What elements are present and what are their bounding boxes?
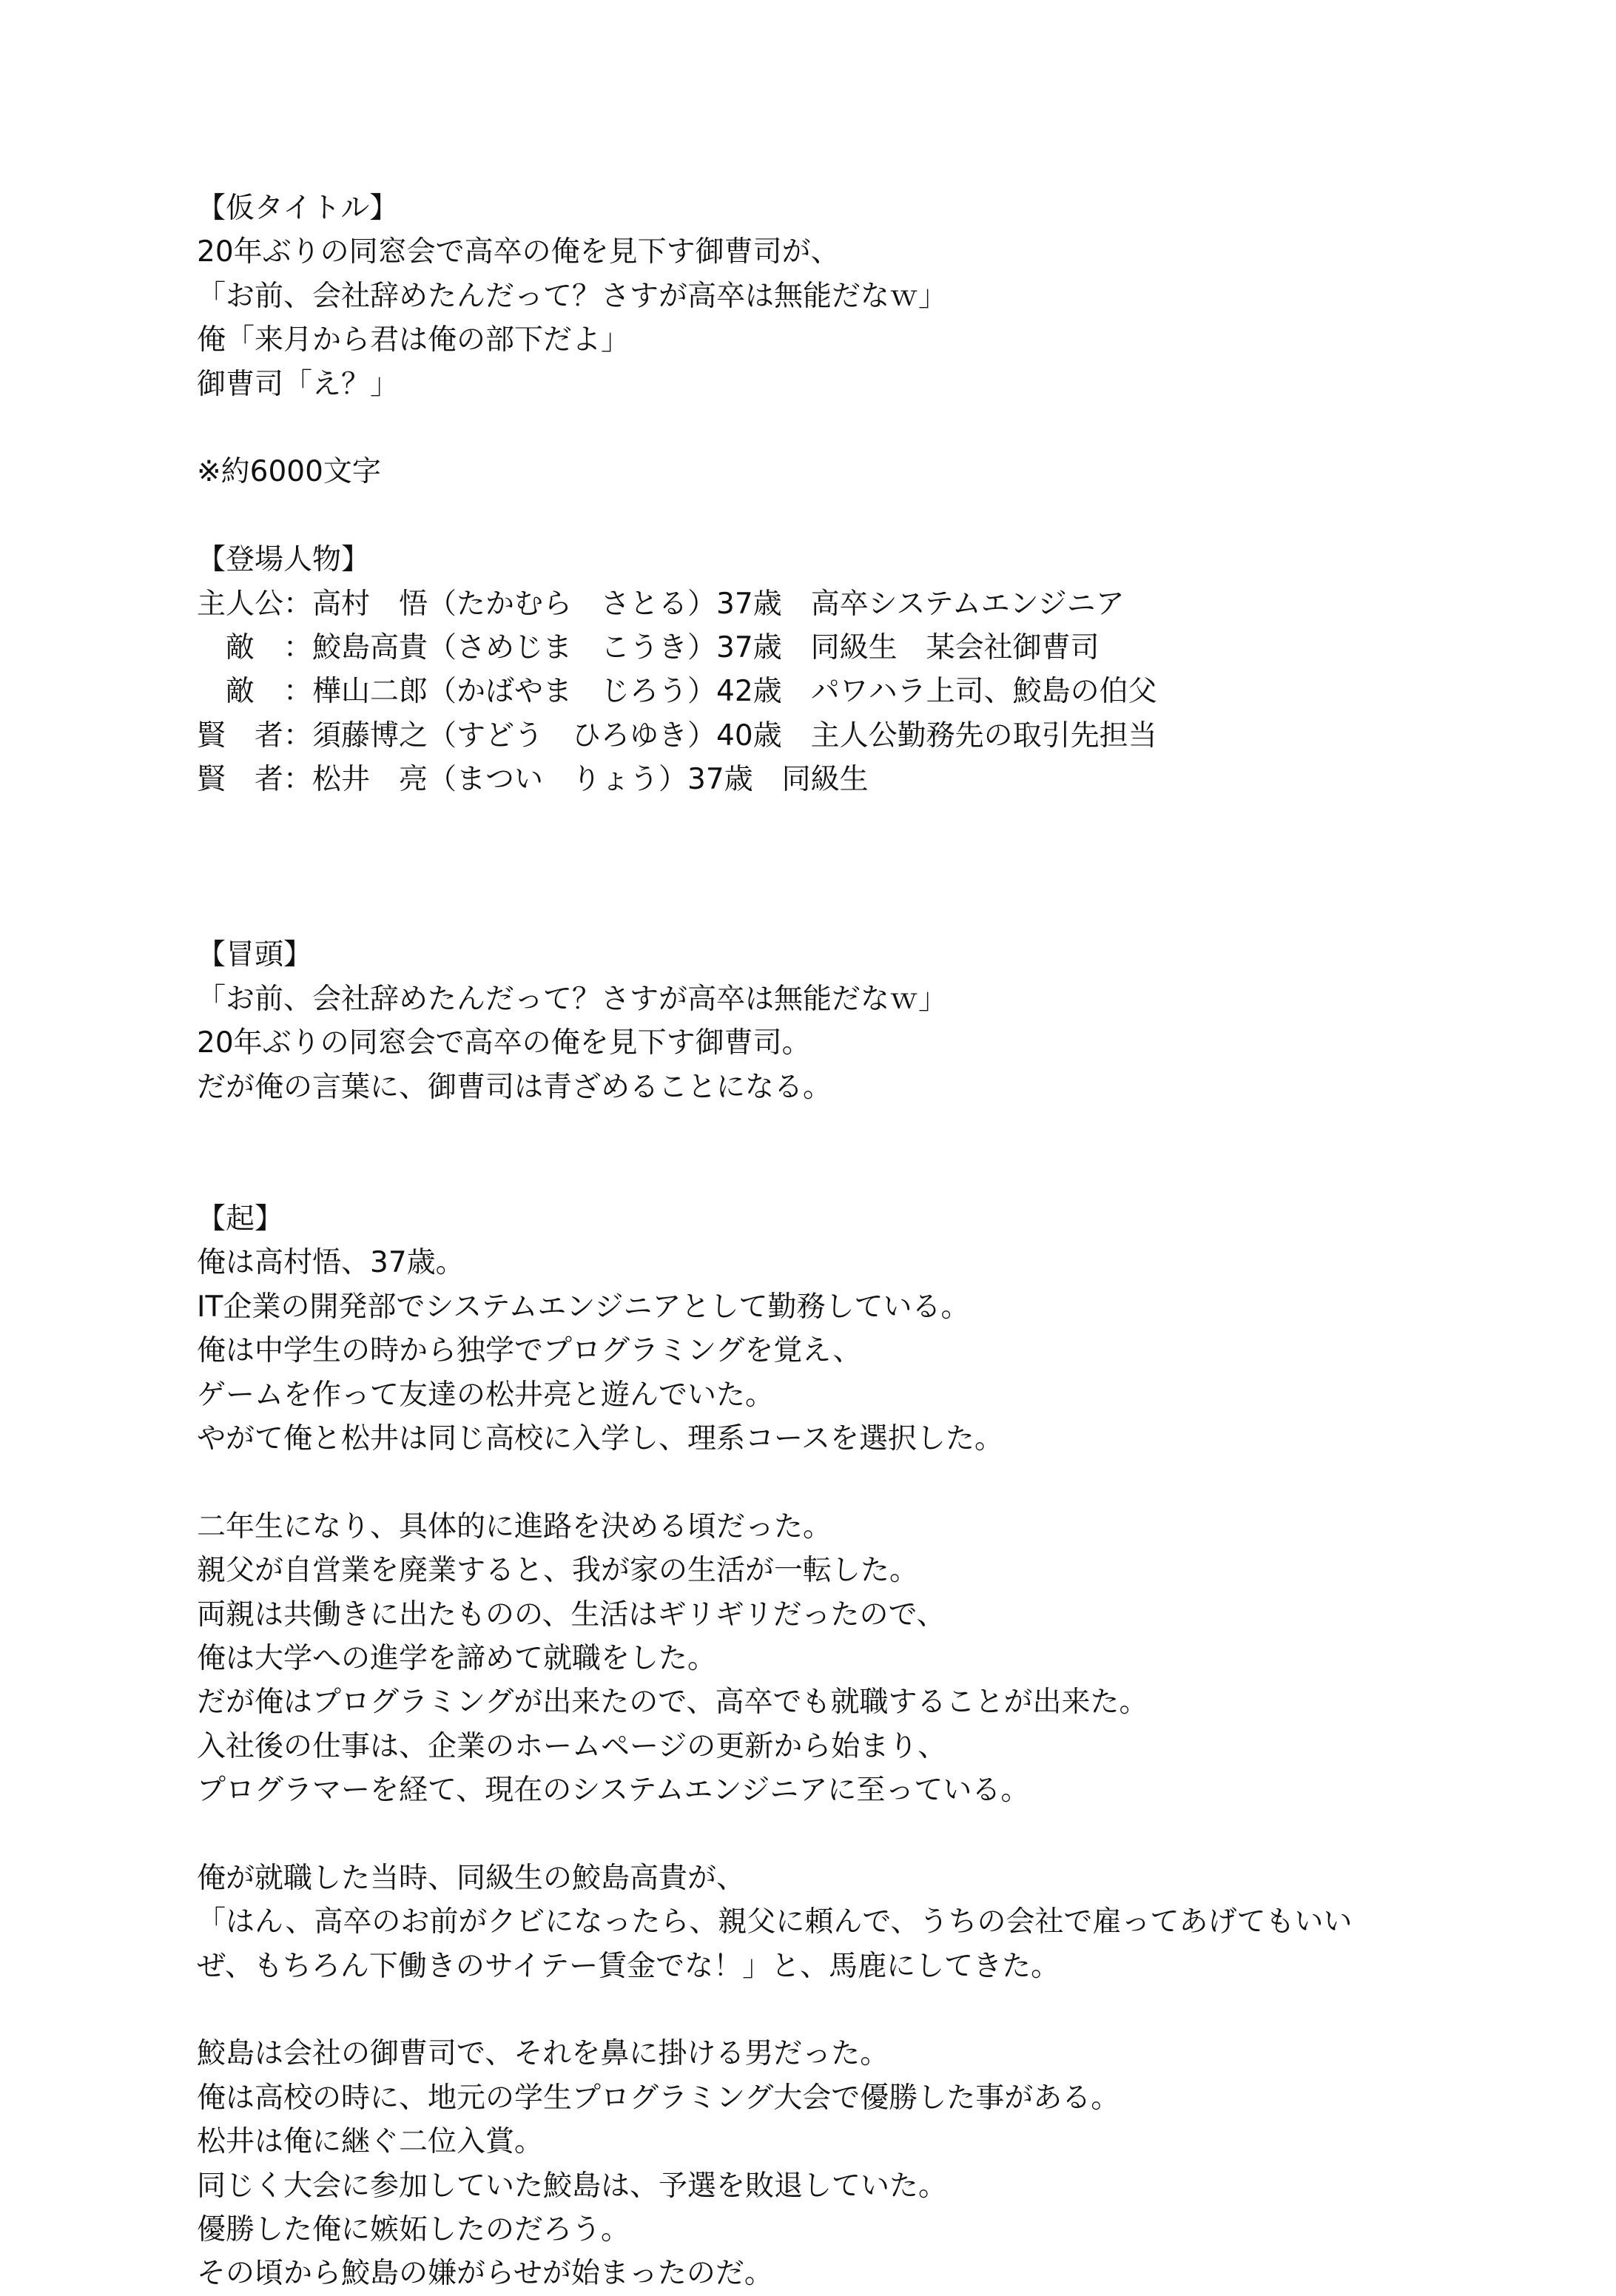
paragraph — [197, 1241, 1455, 1461]
text-line: だが俺の言葉に、御曹司は青ざめることになる。 — [197, 1070, 832, 1104]
paragraph — [197, 1856, 1455, 1988]
document-page — [197, 186, 1455, 2296]
text-line: 俺が就職した当時、同級生の鮫島高貴が、 — [197, 1861, 746, 1895]
text-line: 20年ぶりの同窓会で高卒の俺を見下す御曹司が、 — [197, 235, 840, 269]
text-line: 松井は俺に継ぐ二位入賞。 — [197, 2125, 544, 2159]
text-line: 俺「来月から君は俺の部下だよ」 — [197, 323, 630, 357]
text-line: 親父が自営業を廃業すると、我が家の生活が一転した。 — [197, 1554, 919, 1588]
characters-section — [197, 538, 1455, 801]
text-line: 20年ぶりの同窓会で高卒の俺を見下す御曹司。 — [197, 1026, 811, 1060]
ki-section — [197, 1197, 1455, 2296]
text-line: やがて俺と松井は同じ高校に入学し、理系コースを選択した。 — [197, 1421, 1004, 1455]
text-line: 同じく大会に参加していた鮫島は、予選を敗退していた。 — [197, 2169, 948, 2203]
opening-heading: 【冒頭】 — [197, 938, 313, 972]
text-line: 入社後の仕事は、企業のホームページの更新から始まり、 — [197, 1729, 947, 1763]
character-line: 敵 ：樺山二郎（かばやま じろう）42歳 パワハラ上司、鮫島の伯父 — [197, 675, 1157, 709]
text-line: 俺は中学生の時から独学でプログラミングを覚え、 — [197, 1334, 862, 1368]
text-line: 「お前、会社辞めたんだって？さすが高卒は無能だなｗ」 — [197, 982, 948, 1016]
paragraph — [197, 1505, 1455, 1813]
text-line: 「はん、高卒のお前がクビになったら、親父に頼んで、うちの会社で雇ってあげてもいい — [197, 1905, 1353, 1939]
title-section — [197, 186, 1455, 406]
text-line: 鮫島は会社の御曹司で、それを鼻に掛ける男だった。 — [197, 2037, 889, 2071]
character-line: 敵 ：鮫島高貴（さめじま こうき）37歳 同級生 某会社御曹司 — [197, 630, 1100, 664]
text-line: プログラマーを経て、現在のシステムエンジニアに至っている。 — [197, 1774, 1030, 1808]
text-line: 俺は大学への進学を諦めて就職をした。 — [197, 1641, 717, 1675]
character-line: 賢 者：松井 亮（まつい りょう）37歳 同級生 — [197, 763, 869, 797]
text-line: IT企業の開発部でシステムエンジニアとして勤務している。 — [197, 1290, 970, 1324]
ki-heading: 【起】 — [197, 1202, 284, 1236]
text-line: ゲームを作って友達の松井亮と遊んでいた。 — [197, 1378, 775, 1412]
text-line: 二年生になり、具体的に進路を決める頃だった。 — [197, 1509, 832, 1543]
paragraph — [197, 2032, 1455, 2295]
character-line: 主人公：高村 悟（たかむら さとる）37歳 高卒システムエンジニア — [197, 587, 1125, 621]
characters-heading: 【登場人物】 — [197, 543, 371, 577]
length-note: ※約6000文字 — [197, 455, 381, 489]
text-line: 両親は共働きに出たものの、生活はギリギリだったので、 — [197, 1598, 946, 1632]
text-line: 御曹司「え？」 — [197, 367, 400, 401]
text-line: その頃から鮫島の嫌がらせが始まったのだ。 — [197, 2257, 773, 2291]
character-line: 賢 者：須藤博之（すどう ひろゆき）40歳 主人公勤務先の取引先担当 — [197, 718, 1157, 753]
text-line: ぜ、もちろん下働きのサイテー賃金でな！」と、馬鹿にしてきた。 — [197, 1949, 1060, 1983]
title-heading: 【仮タイトル】 — [197, 192, 399, 225]
text-line: だが俺はプログラミングが出来たので、高卒でも就職することが出来た。 — [197, 1686, 1148, 1720]
text-line: 「お前、会社辞めたんだって？さすが高卒は無能だなｗ」 — [197, 279, 948, 313]
text-line: 俺は高校の時に、地元の学生プログラミング大会で優勝した事がある。 — [197, 2081, 1120, 2115]
text-line: 優勝した俺に嫉妬したのだろう。 — [197, 2213, 630, 2247]
opening-section — [197, 933, 1455, 1109]
text-line: 俺は高村悟、37歳。 — [197, 1246, 465, 1280]
